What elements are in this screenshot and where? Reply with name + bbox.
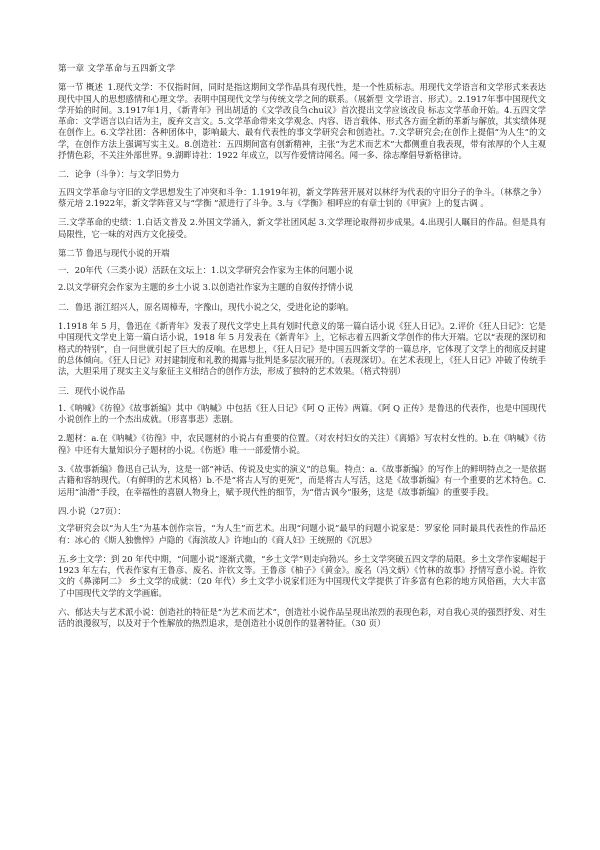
document-page xyxy=(58,64,546,638)
yudafu-paragraph: 六、郁达夫与艺术派小说：创造社的特征是“为艺术而艺术”，创造社小说作品呈现出浓烈的表现色彩，对自我心灵的强烈抒发、对生活的浪漫叙写，以及对于个性解放的热烈追求，是创造社小说创作的显著特征。（30 页） xyxy=(58,606,546,629)
works-paragraph-1: 1.《呐喊》《彷徨》《故事新编》其中《呐喊》中包括《狂人日记》《阿 Q 正传》两篇。《阿 Q 正传》是鲁迅的代表作，也是中国现代小说创作上的一个杰出成就。（形喜事悲）悲剧。 xyxy=(58,402,546,425)
section-label: 第一节 概述 xyxy=(58,82,103,93)
luxun-intro: 二．鲁迅 浙江绍兴人，原名周樟寿，字豫山，现代小说之父，受进化论的影响。 xyxy=(58,301,354,312)
section-overview xyxy=(58,82,546,161)
wenxue-yanjiu-paragraph: 文学研究会以“为人生”为基本创作宗旨，“为人生”而艺术。出现“问题小说”最早的问题小说家是：罗家伦 同时最具代表性的作品还有：冰心的《斯人独憔悴》卢隐的《海滨故人》许地山的《商人妇》王统照的《沉思》 xyxy=(58,523,546,545)
debate-heading: 二．论争（斗争）：与文学旧势力 xyxy=(58,169,180,180)
section2-title: 第二节 鲁迅与现代小说的开端 xyxy=(58,247,170,258)
achievements-text: 三.文学革命的史绩：1.白话文普及 2.外国文学涌入，新文学社团风起 3.文学理论取得初步成果。4.出现引人瞩目的作品。但是具有局限性，它一味的对西方文化接受。 xyxy=(58,217,546,239)
section-overview-text: 1.现代文学：不仅指时间，同时是指这期间文学作品具有现代性，是一个性质标志。用现代文学语言和文学形式来表达现代中国人的思想感情和心理文学。表明中国现代文学与传统文学之间的联系。（展新型 文学语言、形式）。2.1917年事中国现代文学开始的时间。3.1917年1月，《新青年》刊出胡适的《文学改良刍chu议》首次提出文学应该改良 标志文学革命开始。4.五四文学革命：文学语言以白话为主，废弃文言文。5.文学革命带来文学观念、内容、语言载体、形式各方面全新的革新与解放，其实绩体现在创作上。6.文学社团：各种团体中，影响最大、最有代表性的事文学研究会和创造社。7.文学研究会;在创作上提倡“为人生”的文学，在创作方法上强调写实主义。8.创造社：五四期间富有创新精神，主张“为艺术而艺术”大都侧重自我表现，带有浓厚的个人主观抒情色彩，不关注外部世界。9.湖畔诗社：1922 年成立，以写作爱情诗闻名。闻一多、徐志摩倡导新格律诗。 xyxy=(58,82,546,161)
xiangtu-paragraph: 五.乡土文学：到 20 年代中期，“问题小说”逐渐式微，“乡土文学”则走向勃兴。乡土文学突破五四文学的局限。乡土文学作家崛起于 1923 年左右，代表作家有王鲁彦、废名、许钦文等。王鲁彦《柚子》《黄金》。废名（冯文炳）《竹林的故事》抒情写意小说。许钦文的《鼻涕阿二》 乡土文学的成就：（20 年代）乡土文学小说家们还为中国现代文学提供了许多富有色彩的地方风俗画，大大丰富了中国现代文学的文学画廊。 xyxy=(58,553,547,598)
debate-text: 五四文学革命与守旧的文学思想发生了冲突和斗争：1.1919年初，新文学阵营开展对以林纾为代表的守旧分子的争斗。（林蔡之争）蔡元培 2.1922年，新文学阵营又与“学衡 ”派进行了斗争。3.与《学衡》相呼应的有章士钊的《甲寅》上的复古调 。 xyxy=(58,186,546,208)
section4-heading: 四.小说（27页）： xyxy=(58,505,126,516)
works-paragraph-2: 2.题材：a.在《呐喊》《彷徨》中，农民题材的小说占有重要的位置。（对农村妇女的关注）《离婚》写农村女性的。b.在《呐喊》《彷徨》中还有大量知识分子题材的小说。《伤逝》唯一一部爱情小说。 xyxy=(58,433,546,455)
kuangren-paragraph: 1.1918 年 5 月，鲁迅在《新青年》发表了现代文学史上具有划时代意义的第一篇白话小说《狂人日记》。2.评价《狂人日记》：它是中国现代文学史上第一篇白话小说，1918 年 5 月发表在《新青年》上，它标志着五四新文学创作的伟大开端。它以“表现的深切和格式的特别”，自一问世就引起了巨大的反响。在思想上，《狂人日记》是中国五四新文学的一篇总序，它体现了文学上的彻底反封建的总体倾向。《狂人日记》对封建制度和礼教的揭露与批判是多层次展开的。（表现深切）。在艺术表现上，《狂人日记》冲破了传统手法，大胆采用了现实主义与象征主义相结合的创作方法，形成了独特的艺术效果。（格式特别） xyxy=(58,321,546,377)
novel-groups-line1: 一．20年代（三类小说）活跃在文坛上：1.以文学研究会作家为主体的问题小说 xyxy=(58,265,354,276)
works-heading: 三．现代小说作品 xyxy=(58,385,125,396)
chapter-title: 第一章 文学革命与五四新文学 xyxy=(58,64,176,74)
novel-groups-line2: 2.以文学研究会作家为主题的乡土小说 3.以创造社作家为主题的自叙传抒情小说 xyxy=(58,282,354,293)
works-paragraph-3: 3.《故事新编》鲁迅自己认为，这是一部“神话、传说及史实的演义”的总集。特点：a.《故事新编》的写作上的鲜明特点之一是依据古籍和容纳现代。（有鲜明的艺术风格）b.不是“将古人写的更死”，而是将古人写活，这是《故事新编》有一个重要的艺术特色。C.运用“油滑”手段，在幸福性的喜剧人物身上，赋予现代性的细节，为“借古讽今”服务，这是《故事新编》的重要手段。 xyxy=(58,464,546,497)
